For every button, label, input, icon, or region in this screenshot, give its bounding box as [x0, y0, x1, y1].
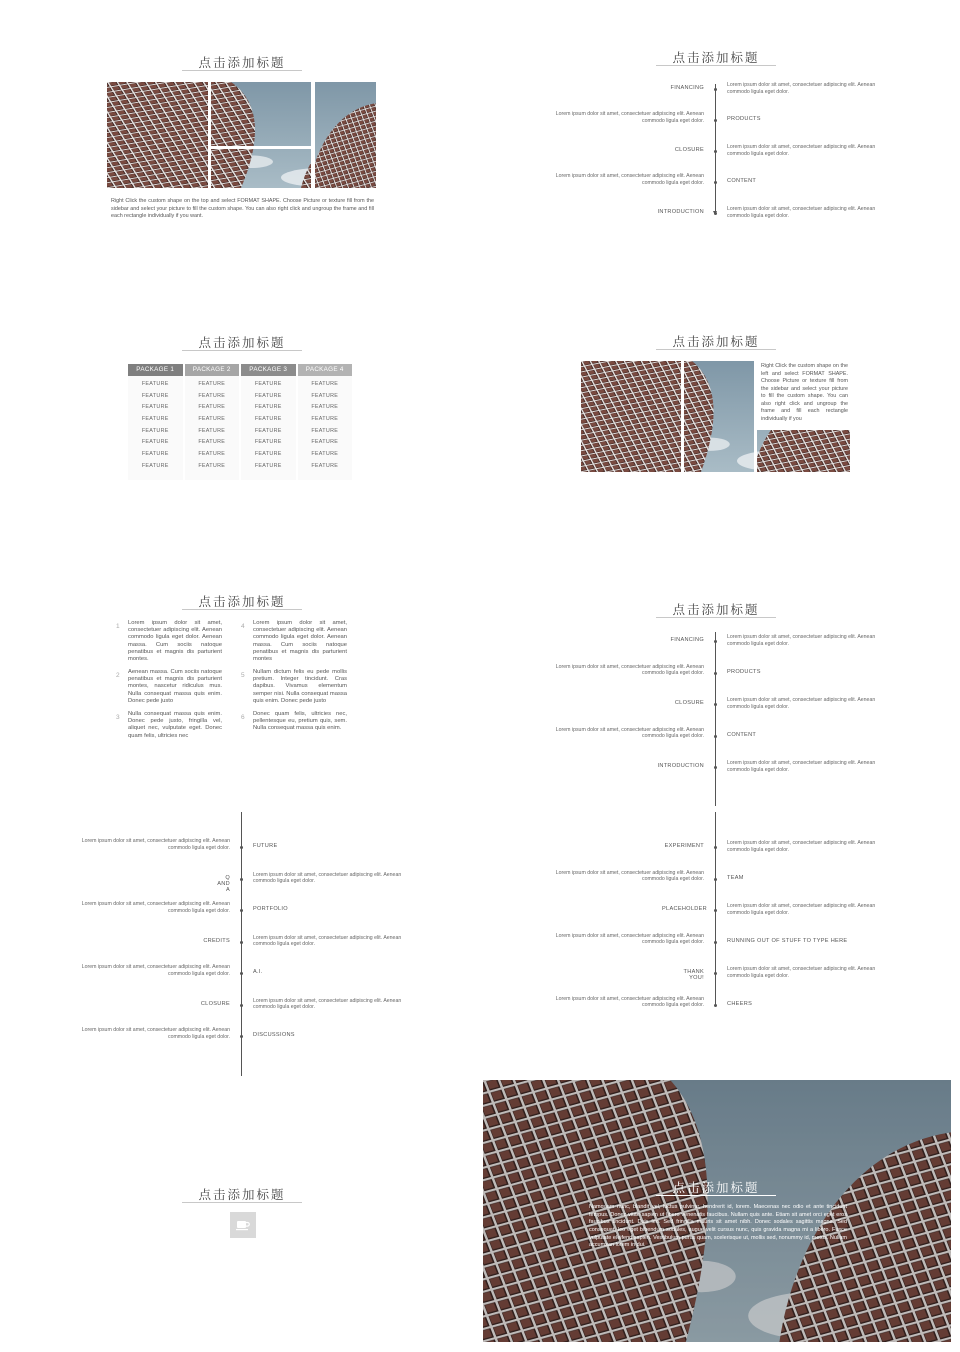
package-feature: FEATURE [141, 439, 169, 446]
collage-photo-left [107, 82, 208, 188]
collage-photo-middle [684, 361, 754, 472]
item-text: Donec quam felis, ultricies nec, pellentesque eu, pretium quis, sem. Nulla consequat massa quis enim. [253, 711, 347, 732]
collage-caption: Right Click the custom shape on the top and select FORMAT SHAPE. Choose Picture or texture fill from the sidebar and select your picture to fill the custom shape. You can also right click and ungroup the frame and fill each rectangle individually if you want. [111, 198, 374, 220]
timeline-text: Lorem ipsum dolor sit amet, consectetuer adipiscing elit. Aenean commodo ligula eget dolor. [555, 932, 704, 946]
timeline-dot [714, 703, 717, 706]
timeline-label: CHEERS [727, 1000, 753, 1007]
timeline-label: TEAM [727, 874, 744, 881]
timeline-label: FINANCING [670, 637, 704, 643]
package-feature: FEATURE [311, 392, 339, 399]
timeline-dot [714, 846, 717, 849]
timeline-label: FINANCING [670, 85, 704, 91]
package-feature-list [128, 376, 183, 480]
package-feature: FEATURE [141, 451, 169, 458]
slide-cover [483, 1080, 951, 1342]
cover-body: Namquam nunc, blandit vel, luctus pulvinar, hendrerit id, lorem. Maecenas nec odio et ante tincidunt tempus. Donec vitae sapien ut libero venenatis faucibus. Nullam quis ante. Etiam sit amet orci eget eros faucibus tincidunt. Duis leo. Sed fringilla mauris sit amet nibh. Donec sodales sagittis magna. Sed consequat, leo eget bibendum sodales, augue velit cursus nunc, quis gravida magna mi a libero. Fusce vulputate eleifend sapien. Vestibulum purus quam, scelerisque ut, mollis sed, nonummy id, metus. Nullam accumsan lorem in dui. [589, 1204, 847, 1249]
timeline-text: Lorem ipsum dolor sit amet, consectetuer adipiscing elit. Aenean commodo ligula eget dolor. [253, 871, 402, 885]
timeline-text: Lorem ipsum dolor sit amet, consectetuer adipiscing elit. Aenean commodo ligula eget dolor. [727, 760, 876, 773]
package-feature: FEATURE [141, 404, 169, 411]
timeline-text: Lorem ipsum dolor sit amet, consectetuer adipiscing elit. Aenean commodo ligula eget dolor. [253, 934, 402, 948]
package-feature: FEATURE [254, 427, 282, 434]
timeline-dot [240, 941, 243, 944]
package-feature: FEATURE [198, 451, 226, 458]
timeline-text: Lorem ipsum dolor sit amet, consectetuer adipiscing elit. Aenean commodo ligula eget dolor. [727, 634, 876, 647]
collage-caption: Right Click the custom shape on the left and select FORMAT SHAPE. Choose Picture or texture fill from the sidebar and select your picture to fill the custom shape. You can also right click and ungroup the frame and fill each rectangle individually if you [761, 363, 848, 422]
package-table [128, 364, 352, 480]
item-text: Lorem ipsum dolor sit amet, consectetuer adipiscing elit. Aenean commodo ligula eget dolor. Aenean massa. Cum sociis natoque penatibus et magnis dis parturient montes [253, 620, 347, 663]
timeline-label: THANK YOU! [683, 969, 704, 981]
package-feature: FEATURE [311, 381, 339, 387]
package-feature: FEATURE [141, 381, 169, 387]
item-number: 6 [241, 714, 245, 721]
timeline-text: Lorem ipsum dolor sit amet, consectetuer adipiscing elit. Aenean commodo ligula eget dolor. [727, 903, 876, 916]
timeline-axis [715, 84, 716, 212]
timeline-label: EXPERIMENT [664, 843, 704, 849]
timeline-dot [240, 909, 243, 912]
item-text: Lorem ipsum dolor sit amet, consectetuer adipiscing elit. Aenean commodo ligula eget dolor. Aenean massa. Cum sociis natoque penatibus et magnis dis parturient montes. [128, 620, 222, 663]
package-header: PACKAGE 4 [298, 364, 353, 376]
item-number: 1 [116, 623, 120, 630]
package-feature: FEATURE [198, 462, 226, 469]
timeline-text: Lorem ipsum dolor sit amet, consectetuer adipiscing elit. Aenean commodo ligula eget dolor. [555, 663, 704, 677]
package-feature: FEATURE [254, 451, 282, 458]
page-title: 点击添加标题 [198, 335, 286, 350]
package-column [185, 364, 240, 480]
timeline-text: Lorem ipsum dolor sit amet, consectetuer adipiscing elit. Aenean commodo ligula eget dolor. [81, 1027, 230, 1040]
timeline-label: CREDITS [203, 937, 230, 944]
timeline-label: INTRODUCTION [657, 209, 704, 215]
timeline-text: Lorem ipsum dolor sit amet, consectetuer adipiscing elit. Aenean commodo ligula eget dolor. [555, 995, 704, 1009]
page-title: 点击添加标题 [672, 50, 760, 65]
package-feature: FEATURE [311, 427, 339, 434]
package-column [128, 364, 183, 480]
package-feature: FEATURE [198, 381, 226, 387]
package-feature: FEATURE [254, 439, 282, 446]
timeline-text: Lorem ipsum dolor sit amet, consectetuer adipiscing elit. Aenean commodo ligula eget dolor. [81, 964, 230, 977]
item-text: Aenean massa. Cum sociis natoque penatibus et magnis dis parturient montes, nascetur ridiculus mus. Nulla consequat massa quis enim. Donec pede justo [128, 669, 222, 704]
package-header: PACKAGE 3 [241, 364, 296, 376]
timeline-dot [240, 846, 243, 849]
timeline-text: Lorem ipsum dolor sit amet, consectetuer adipiscing elit. Aenean commodo ligula eget dolor. [727, 206, 876, 219]
timeline-text: Lorem ipsum dolor sit amet, consectetuer adipiscing elit. Aenean commodo ligula eget dolor. [81, 901, 230, 914]
page-title: 点击添加标题 [198, 1187, 286, 1202]
title-underline [656, 617, 776, 618]
package-feature: FEATURE [311, 416, 339, 423]
item-text: Nullam dictum felis eu pede mollis pretium. Integer tincidunt. Cras dapibus. Vivamus elementum semper nisi. Nulla consequat massa quis enim. Donec pede justo [253, 669, 347, 704]
collage-photo-right [315, 82, 376, 188]
collage-photo-bottom-right [757, 430, 850, 472]
timeline-dot [714, 909, 717, 912]
package-header: PACKAGE 1 [128, 364, 183, 376]
timeline-label: INTRODUCTION [657, 763, 704, 769]
timeline-label: PRODUCTS [727, 668, 761, 675]
title-underline [182, 70, 302, 71]
timeline-dot [714, 181, 717, 184]
page-title: 点击添加标题 [198, 594, 286, 609]
coffee-cup-icon [230, 1212, 256, 1238]
package-feature: FEATURE [311, 404, 339, 411]
item-number: 4 [241, 623, 245, 630]
package-column [241, 364, 296, 480]
package-feature: FEATURE [254, 462, 282, 469]
package-feature: FEATURE [254, 404, 282, 411]
timeline-text: Lorem ipsum dolor sit amet, consectetuer adipiscing elit. Aenean commodo ligula eget dolor. [555, 726, 704, 740]
package-feature: FEATURE [311, 462, 339, 469]
timeline-dot [714, 878, 717, 881]
package-feature: FEATURE [311, 439, 339, 446]
timeline-label: A.I. [253, 969, 263, 975]
package-feature: FEATURE [198, 392, 226, 399]
package-feature: FEATURE [141, 392, 169, 399]
collage-photo-top-middle [211, 82, 311, 146]
title-underline [656, 65, 776, 66]
timeline-dot [714, 640, 717, 643]
timeline-dot [714, 150, 717, 153]
timeline-text: Lorem ipsum dolor sit amet, consectetuer adipiscing elit. Aenean commodo ligula eget dolor. [727, 840, 876, 853]
package-feature-list [298, 376, 353, 480]
timeline-label: FUTURE [253, 843, 278, 849]
page-title: 点击添加标题 [198, 55, 286, 70]
timeline-text: Lorem ipsum dolor sit amet, consectetuer adipiscing elit. Aenean commodo ligula eget dolor. [253, 997, 402, 1011]
timeline-dot [714, 672, 717, 675]
timeline-dot [240, 1004, 243, 1007]
title-underline [182, 609, 302, 610]
timeline-dot [240, 1035, 243, 1038]
timeline-axis [715, 632, 716, 806]
collage-photo-left [581, 361, 681, 472]
item-number: 2 [116, 672, 120, 679]
package-feature: FEATURE [198, 416, 226, 423]
collage-photo-bottom-middle [211, 149, 311, 188]
title-underline [656, 1195, 776, 1196]
timeline-label: Q AND A [217, 874, 230, 893]
package-feature-list [185, 376, 240, 480]
package-feature: FEATURE [141, 416, 169, 423]
timeline-label: CLOSURE [200, 1000, 230, 1007]
cover-title: 点击添加标题 [672, 1180, 760, 1195]
package-feature: FEATURE [254, 381, 282, 387]
timeline-dot [714, 88, 717, 91]
timeline-label: CONTENT [727, 731, 757, 738]
page-title: 点击添加标题 [672, 334, 760, 349]
timeline-label: PRODUCTS [727, 116, 761, 122]
item-number: 3 [116, 714, 120, 721]
package-feature: FEATURE [254, 416, 282, 423]
timeline-dot [240, 878, 243, 881]
timeline-dot [714, 212, 717, 215]
title-underline [182, 1202, 302, 1203]
timeline-text: Lorem ipsum dolor sit amet, consectetuer adipiscing elit. Aenean commodo ligula eget dolor. [555, 869, 704, 883]
package-feature: FEATURE [141, 427, 169, 434]
timeline-dot [714, 735, 717, 738]
timeline-text: Lorem ipsum dolor sit amet, consectetuer adipiscing elit. Aenean commodo ligula eget dolor. [727, 82, 876, 95]
package-feature: FEATURE [311, 451, 339, 458]
timeline-text: Lorem ipsum dolor sit amet, consectetuer adipiscing elit. Aenean commodo ligula eget dolor. [81, 838, 230, 851]
timeline-label: DISCUSSIONS [253, 1032, 295, 1038]
timeline-dot [714, 1004, 717, 1007]
timeline-text: Lorem ipsum dolor sit amet, consectetuer adipiscing elit. Aenean commodo ligula eget dolor. [727, 697, 876, 710]
timeline-text: Lorem ipsum dolor sit amet, consectetuer adipiscing elit. Aenean commodo ligula eget dolor. [727, 144, 876, 157]
timeline-dot [714, 766, 717, 769]
package-feature: FEATURE [198, 427, 226, 434]
timeline-text: Lorem ipsum dolor sit amet, consectetuer adipiscing elit. Aenean commodo ligula eget dolor. [555, 111, 704, 124]
title-underline [656, 349, 776, 350]
timeline-label: CONTENT [727, 178, 757, 184]
page-title: 点击添加标题 [672, 602, 760, 617]
package-feature: FEATURE [141, 462, 169, 469]
timeline-label: CLOSURE [674, 700, 704, 706]
timeline-label: PORTFOLIO [253, 906, 288, 912]
timeline-dot [714, 941, 717, 944]
title-underline [182, 350, 302, 351]
package-feature: FEATURE [198, 439, 226, 446]
timeline-dot [240, 972, 243, 975]
package-header: PACKAGE 2 [185, 364, 240, 376]
timeline-label: RUNNING OUT OF STUFF TO TYPE HERE [727, 937, 848, 944]
timeline-text: Lorem ipsum dolor sit amet, consectetuer adipiscing elit. Aenean commodo ligula eget dolor. [555, 173, 704, 186]
package-column [298, 364, 353, 480]
timeline-dot [714, 119, 717, 122]
package-feature: FEATURE [254, 392, 282, 399]
package-feature-list [241, 376, 296, 480]
timeline-label: PLACEHOLDER [662, 906, 707, 912]
timeline-label: CLOSURE [674, 147, 704, 153]
timeline-dot [714, 972, 717, 975]
timeline-text: Lorem ipsum dolor sit amet, consectetuer adipiscing elit. Aenean commodo ligula eget dolor. [727, 966, 876, 979]
item-number: 5 [241, 672, 245, 679]
item-text: Nulla consequat massa quis enim. Donec pede justo, fringilla vel, aliquet nec, vulputate eget. Donec quam felis, ultricies nec [128, 711, 222, 739]
package-feature: FEATURE [198, 404, 226, 411]
